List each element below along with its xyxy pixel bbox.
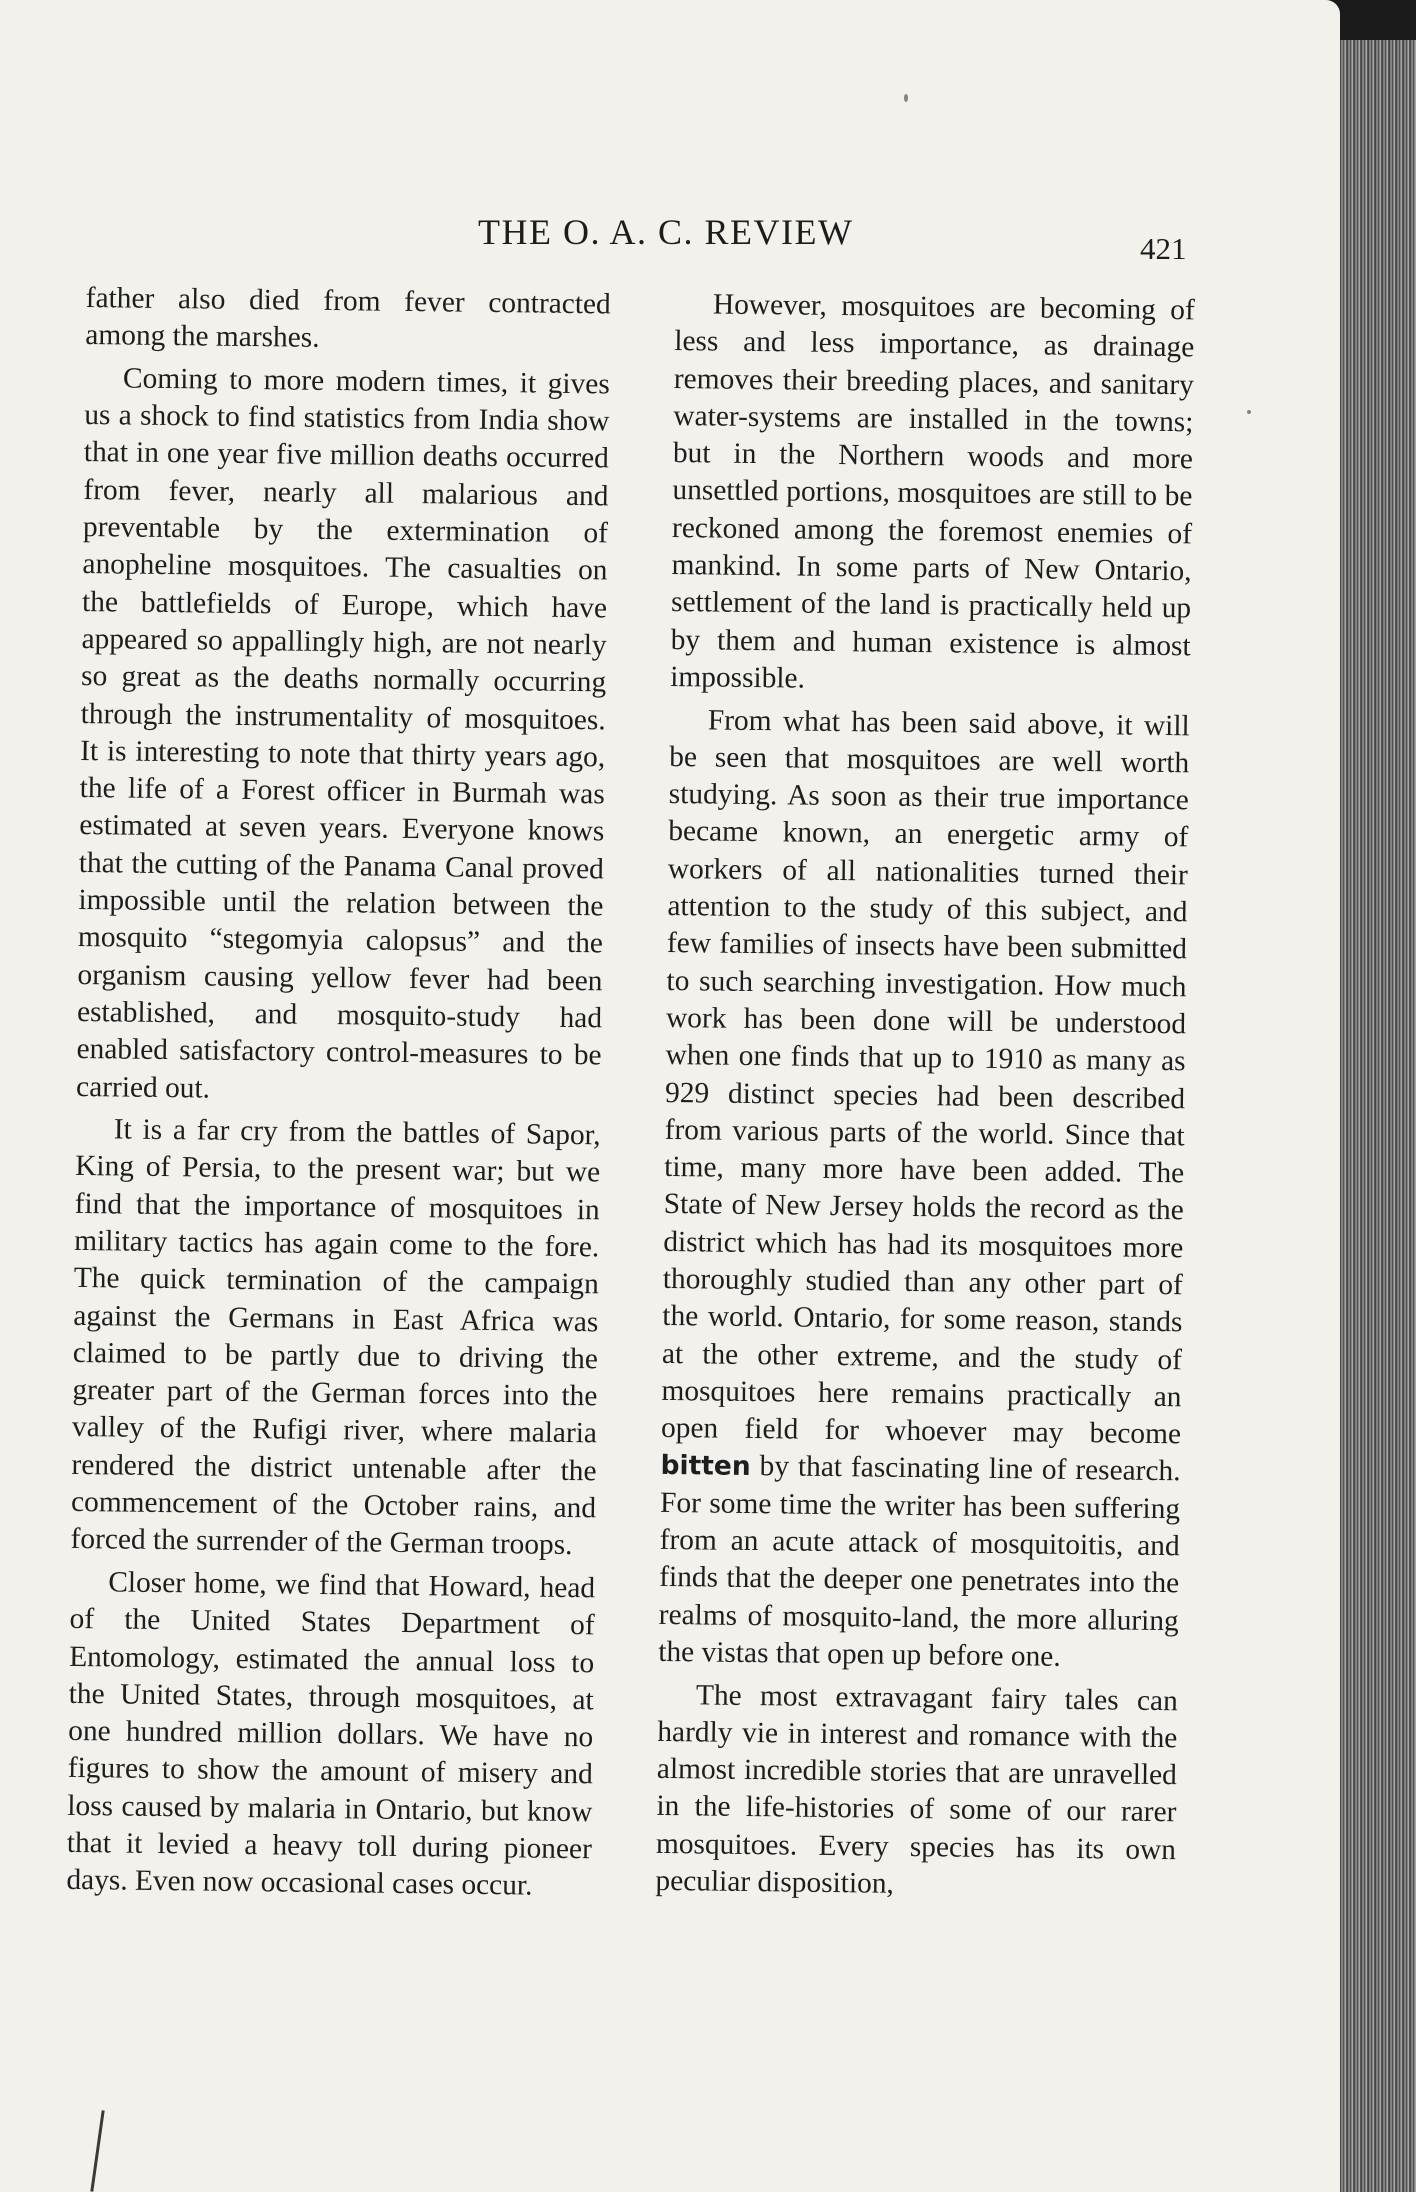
paragraph: However, mosquitoes are becoming of less and less importance, as drainage removes their breeding places, and sanitary water-systems are installed in the towns; but in the Northern woods and more unsettled portions, mosquitoes are still to be reckoned among the foremost enemies of mankind. In some parts of New Ontario, settlement of the land is practically held up by them and human existence is almost impossible.: [670, 288, 1195, 695]
running-title: THE O. A. C. REVIEW: [478, 212, 854, 252]
left-column: [66, 280, 611, 1911]
scan-artifact: [90, 2110, 104, 2192]
right-column: [655, 286, 1195, 1912]
bold-word: bitten: [660, 1450, 751, 1483]
paragraph: [658, 702, 1190, 1678]
paragraph-text: by that fascinating line of research. For some time the writer has been suffering from an acute attack of mosquitoitis, and finds that the deeper one penetrates into the realms of mosquito-land, the more alluring the vistas that open up before one.: [658, 1450, 1181, 1673]
paragraph: The most extravagant fairy tales can hardly vie in interest and romance with the almost incredible stories that are unravelled in the life-histories of some of our rarer mosquitoes. Every species has its own peculiar disposition,: [655, 1678, 1178, 1900]
paragraph: Closer home, we find that Howard, head of the United States Department of Entomology, estimated the annual loss to the United States, through mosquitoes, at one hundred million dollars. We have no figures to show the amount of misery and loss caused by malaria in Ontario, but know that it levied a heavy toll during pioneer days. Even now occasional cases occur.: [66, 1566, 596, 1902]
paragraph-text: From what has been said above, it will be seen that mosquitoes are well worth studying. As soon as their true importance became known, an energetic army of workers of all nationalities turned their attention to the study of this subject, and few families of insects have been submitted to such searching investigation. How much work has been done will be understood when one finds that up to 1910 as many as 929 distinct species had been described from various parts of the world. Since that time, many more have been added. The State of New Jersey holds the record as the district which has had its mosquitoes more thoroughly studied than any other part of the world. Ontario, for some reason, stands at the other extreme, and the study of mosquitoes here remains practically an open field for whoever may become: [660, 703, 1190, 1451]
dust-speck: [904, 94, 908, 102]
page-number: 421: [1140, 231, 1187, 266]
page-header: [0, 205, 1340, 265]
book-page-edges: [1340, 40, 1416, 2192]
paragraph: It is a far cry from the battles of Sapor, King of Persia, to the present war; but we find that the importance of mosquitoes in military tactics has again come to the fore. The quick termination of the campaign against the Germans in East Africa was claimed to be partly due to driving the greater part of the German forces into the valley of the Rufigi river, where malaria rendered the district untenable after the commencement of the October rains, and forced the surrender of the German troops.: [70, 1113, 601, 1562]
dust-speck: [1247, 410, 1251, 414]
paragraph: father also died from fever contracted among the marshes.: [85, 281, 611, 355]
paragraph: Coming to more modern times, it gives us a shock to find statistics from India show that in one year five million deaths occurred from fever, nearly all malarious and preventable by the extermination of anopheline mosquitoes. The casualties on the battlefields of Europe, which have appeared so appallingly high, are not nearly so great as the deaths normally occurring through the instrumentality of mosquitoes. It is interesting to note that thirty years ago, the life of a Forest officer in Burmah was estimated at seven years. Everyone knows that the cutting of the Panama Canal proved impossible until the relation between the mosquito “stegomyia calopsus” and the organism causing yellow fever had been established, and mosquito-study had enabled satisfactory control-measures to be carried out.: [75, 362, 610, 1105]
